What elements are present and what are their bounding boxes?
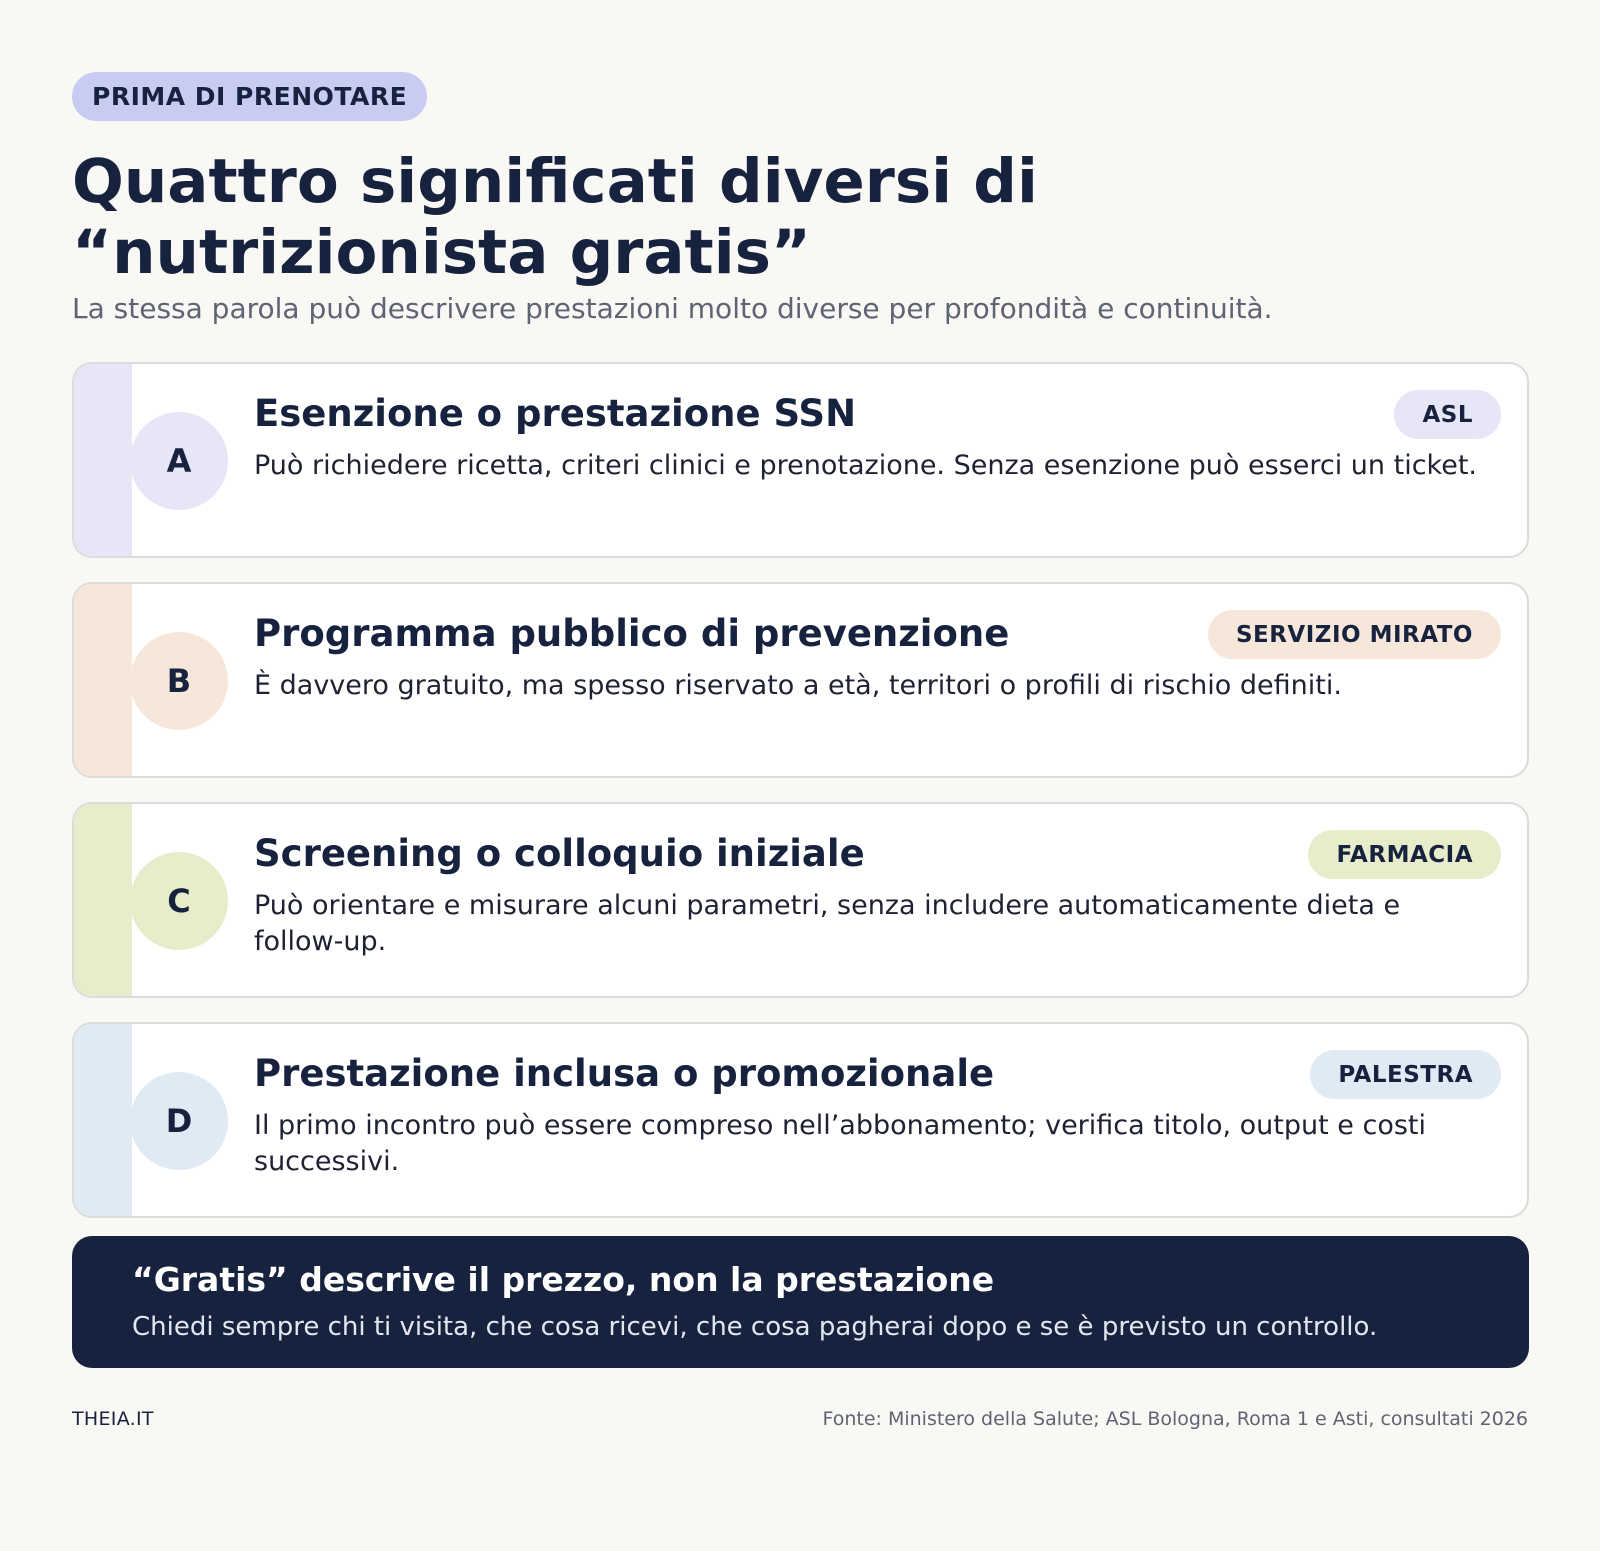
card-title: Prestazione inclusa o promozionale [254,1052,995,1095]
card-badge: PALESTRA [1310,1050,1501,1099]
card-description: Può orientare e misurare alcuni parametri, senza includere automaticamente dieta e follow-up. [254,890,1401,957]
footer-source: Fonte: Ministero della Salute; ASL Bologna, Roma 1 e Asti, consultati 2026 [822,1408,1528,1430]
page-subtitle: La stessa parola può descrivere prestazioni molto diverse per profondità e continuità. [72,292,1273,325]
card-letter-circle: D [130,1072,228,1170]
eyebrow-badge: PRIMA DI PRENOTARE [72,72,427,121]
card-b [72,582,1529,778]
card-description: Il primo incontro può essere compreso nell’abbonamento; verifica titolo, output e costi successivi. [254,1110,1426,1177]
summary-callout [72,1236,1529,1368]
card-badge: FARMACIA [1308,830,1501,879]
card-badge: ASL [1394,390,1501,439]
cards-list [72,362,1529,1242]
card-accent-strip [74,1024,132,1216]
card-d [72,1022,1529,1218]
card-title: Screening o colloquio iniziale [254,832,865,875]
card-title: Programma pubblico di prevenzione [254,612,1010,655]
card-c [72,802,1529,998]
card-accent-strip [74,364,132,556]
card-accent-strip [74,584,132,776]
card-a [72,362,1529,558]
callout-text: Chiedi sempre chi ti visita, che cosa ricevi, che cosa pagherai dopo e se è previsto un controllo. [132,1312,1378,1342]
card-letter-circle: A [130,412,228,510]
card-title: Esenzione o prestazione SSN [254,392,857,435]
card-description: Può richiedere ricetta, criteri clinici e prenotazione. Senza esenzione può esserci un ticket. [254,450,1478,481]
card-accent-strip [74,804,132,996]
card-badge: SERVIZIO MIRATO [1208,610,1501,659]
card-letter-circle: C [130,852,228,950]
card-letter-circle: B [130,632,228,730]
card-description: È davvero gratuito, ma spesso riservato a età, territori o profili di rischio definiti. [254,670,1342,701]
page-title: Quattro significati diversi di “nutrizionista gratis” [72,146,1038,288]
callout-title: “Gratis” descrive il prezzo, non la prestazione [132,1260,995,1299]
footer-brand: THEIA.IT [72,1408,154,1430]
